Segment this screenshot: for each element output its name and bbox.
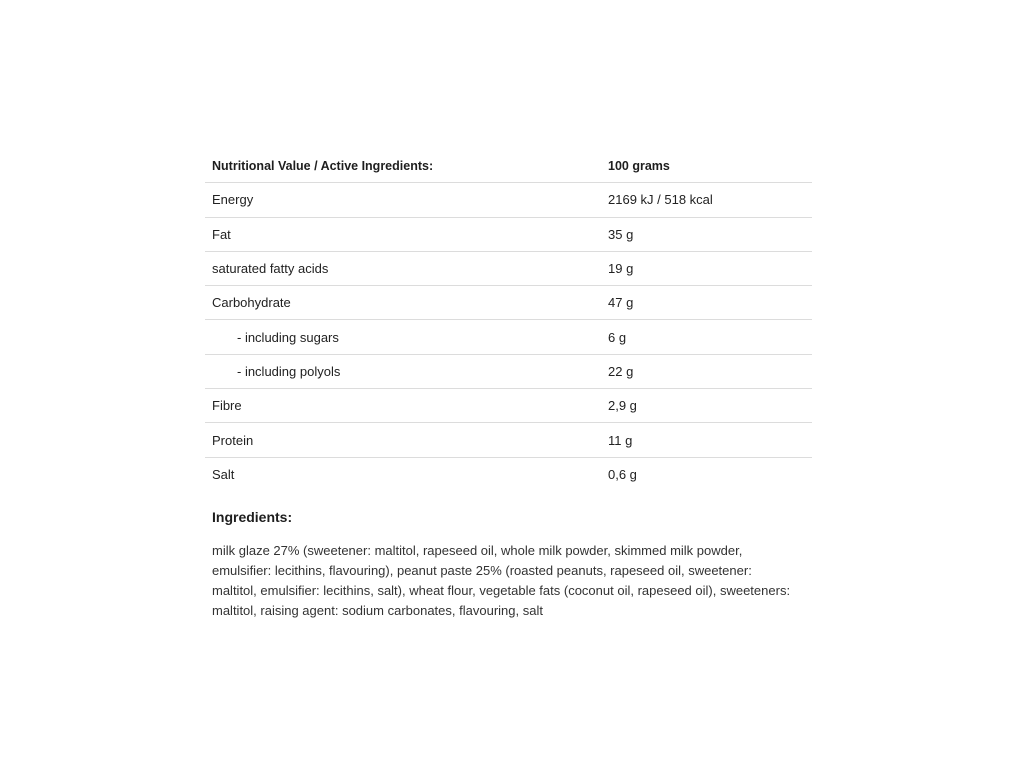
table-row bbox=[205, 320, 812, 354]
nutrient-name-sub: - including polyols bbox=[205, 354, 601, 388]
nutrition-table bbox=[205, 149, 812, 491]
table-row bbox=[205, 286, 812, 320]
nutrition-panel bbox=[205, 149, 812, 621]
ingredients-heading: Ingredients: bbox=[212, 508, 293, 525]
nutrient-value: 19 g bbox=[601, 251, 812, 285]
table-row bbox=[205, 354, 812, 388]
header-amount: 100 grams bbox=[601, 149, 812, 183]
nutrient-name: Protein bbox=[205, 423, 601, 457]
table-row bbox=[205, 183, 812, 217]
nutrient-name: Fibre bbox=[205, 389, 601, 423]
table-row bbox=[205, 217, 812, 251]
nutrient-name-sub: - including sugars bbox=[205, 320, 601, 354]
nutrient-name: Carbohydrate bbox=[205, 286, 601, 320]
table-row bbox=[205, 251, 812, 285]
nutrient-value: 22 g bbox=[601, 354, 812, 388]
nutrient-value: 2169 kJ / 518 kcal bbox=[601, 183, 812, 217]
nutrient-name: Fat bbox=[205, 217, 601, 251]
header-nutrient: Nutritional Value / Active Ingredients: bbox=[205, 149, 601, 183]
table-row bbox=[205, 389, 812, 423]
nutrient-value: 0,6 g bbox=[608, 466, 637, 482]
table-row bbox=[205, 457, 812, 491]
nutrient-value: 11 g bbox=[601, 423, 812, 457]
nutrient-value: 2,9 g bbox=[601, 389, 812, 423]
nutrient-value: 6 g bbox=[601, 320, 812, 354]
table-row bbox=[205, 423, 812, 457]
nutrient-value: 47 g bbox=[601, 286, 812, 320]
nutrient-value: 35 g bbox=[601, 217, 812, 251]
nutrient-name: Salt bbox=[212, 466, 235, 482]
table-header-row bbox=[205, 149, 812, 183]
nutrient-name: Energy bbox=[205, 183, 601, 217]
ingredients-text: milk glaze 27% (sweetener: maltitol, rapeseed oil, whole milk powder, skimmed milk powder, emulsifier: lecithins, flavouring), peanut paste 25% (roasted peanuts, rapeseed oil, sweetener: maltitol, emulsifier: lecithins, salt), wheat flour, vegetable fats (coconut oil, rapeseed oil), sweeteners: maltitol, raising agent: sodium carbonates, flavouring, salt bbox=[212, 542, 791, 618]
nutrient-name: saturated fatty acids bbox=[205, 251, 601, 285]
